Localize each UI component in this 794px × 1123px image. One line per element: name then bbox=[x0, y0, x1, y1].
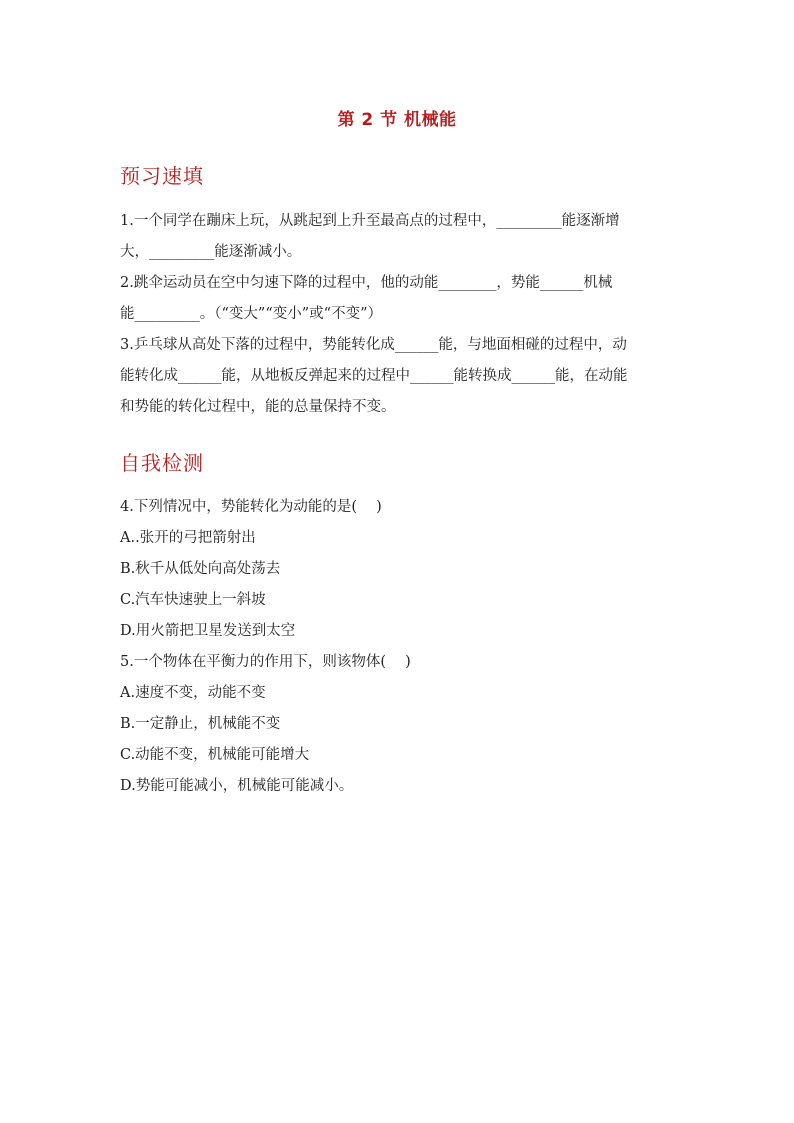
question-3-line-3: 和势能的转化过程中，能的总量保持不变。 bbox=[120, 399, 396, 415]
question-2-line-2: 能_________。（“变大”“变小”或“不变”） bbox=[120, 306, 382, 322]
question-3-line-1: 3.乒乓球从高处下落的过程中，势能转化成______能，与地面相碰的过程中，动 bbox=[120, 337, 627, 353]
question-5-option-a[interactable]: A.速度不变，动能不变 bbox=[120, 685, 266, 701]
question-5-option-d[interactable]: D.势能可能减小，机械能可能减小。 bbox=[120, 778, 354, 794]
question-3-line-2: 能转化成______能，从地板反弹起来的过程中______能转换成______能，在动能 bbox=[120, 368, 628, 384]
question-5-stem: 5.一个物体在平衡力的作用下，则该物体( ) bbox=[120, 654, 411, 670]
question-2-line-1: 2.跳伞运动员在空中匀速下降的过程中，他的动能________，势能______机械 bbox=[120, 275, 613, 291]
question-4-stem: 4.下列情况中，势能转化为动能的是( ) bbox=[120, 499, 382, 515]
question-4-option-b[interactable]: B.秋千从低处向高处荡去 bbox=[120, 561, 281, 577]
section-self-check-body bbox=[120, 492, 680, 802]
question-5-option-b[interactable]: B.一定静止，机械能不变 bbox=[120, 716, 281, 732]
section-heading-self-check: 自我检测 bbox=[120, 451, 204, 475]
section-heading-preview: 预习速填 bbox=[120, 164, 204, 188]
question-4-option-d[interactable]: D.用火箭把卫星发送到太空 bbox=[120, 623, 296, 639]
question-4-option-a[interactable]: A..张开的弓把箭射出 bbox=[120, 530, 256, 546]
question-5-option-c[interactable]: C.动能不变，机械能可能增大 bbox=[120, 747, 310, 763]
question-1-line-2: 大，_________能逐渐减小。 bbox=[120, 244, 302, 260]
question-4-option-c[interactable]: C.汽车快速驶上一斜坡 bbox=[120, 592, 266, 608]
section-preview-body bbox=[120, 206, 680, 423]
question-1-line-1: 1.一个同学在蹦床上玩，从跳起到上升至最高点的过程中，_________能逐渐增 bbox=[120, 213, 620, 229]
page-title: 第 2 节 机械能 bbox=[337, 110, 457, 130]
